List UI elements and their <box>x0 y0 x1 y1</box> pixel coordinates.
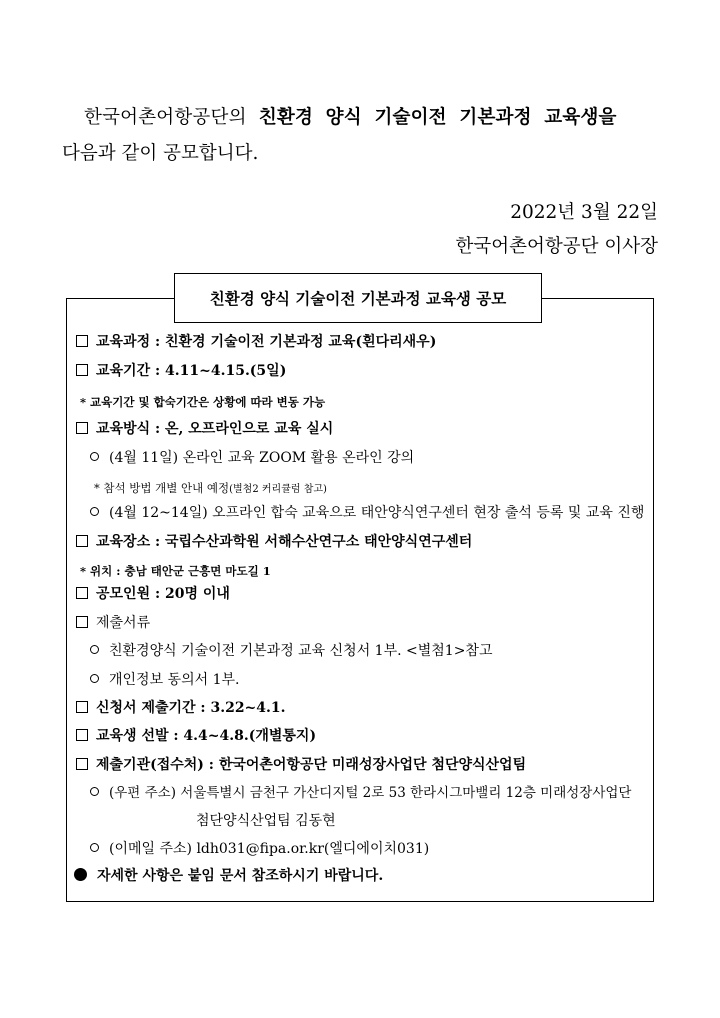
email-address: (이메일 주소) ldh031@fipa.or.kr(엘디에이치031) <box>90 840 429 858</box>
circle-bullet-icon <box>90 787 99 796</box>
method-online: (4월 11일) 온라인 교육 ZOOM 활용 온라인 강의 <box>90 449 414 467</box>
postal-address: (우편 주소) 서울특별시 금천구 가산디지털 2로 53 한라시그마밸리 12층 미래성장사업단 <box>90 784 631 802</box>
item-apply-period: 신청서 제출기간 : 3.22~4.1. <box>76 699 286 717</box>
circle-bullet-icon <box>90 843 99 852</box>
item-period: 교육기간 : 4.11~4.15.(5일) <box>76 362 286 380</box>
item-docs: 제출서류 <box>76 614 150 632</box>
item-course: 교육과정 : 친환경 기술이전 기본과정 교육(흰다리새우) <box>76 333 436 351</box>
checkbox-icon <box>76 616 88 628</box>
circle-bullet-icon <box>90 452 99 461</box>
place-note: * 위치 : 충남 태안군 근흥면 마도길 1 <box>80 564 271 578</box>
doc-1: 친환경양식 기술이전 기본과정 교육 신청서 1부. <별첨1>참고 <box>90 642 492 660</box>
circle-bullet-icon <box>90 507 99 516</box>
item-place: 교육장소 : 국립수산과학원 서해수산연구소 태안양식연구센터 <box>76 533 472 551</box>
intro-paragraph <box>62 100 662 172</box>
signature-block <box>456 196 658 264</box>
postal-address-team: 첨단양식산업팀 김동현 <box>196 813 336 829</box>
filled-circle-icon <box>74 868 87 881</box>
intro-org: 한국어촌어항공단의 <box>84 107 247 128</box>
checkbox-icon <box>76 758 88 770</box>
period-note: * 교육기간 및 합숙기간은 상황에 따라 변동 가능 <box>80 395 326 409</box>
item-selection: 교육생 선발 : 4.4~4.8.(개별통지) <box>76 727 316 745</box>
notice-title: 친환경 양식 기술이전 기본과정 교육생 공모 <box>174 273 542 323</box>
issue-date: 2022년 3월 22일 <box>510 202 658 223</box>
signer: 한국어촌어항공단 이사장 <box>455 236 658 257</box>
circle-bullet-icon <box>90 674 99 683</box>
checkbox-icon <box>76 701 88 713</box>
checkbox-icon <box>76 364 88 376</box>
item-agency: 제출기관(접수처) : 한국어촌어항공단 미래성장사업단 첨단양식산업팀 <box>76 756 526 774</box>
circle-bullet-icon <box>90 645 99 654</box>
checkbox-icon <box>76 535 88 547</box>
closing-note: 자세한 사항은 붙임 문서 참조하시기 바랍니다. <box>74 867 383 885</box>
intro-line-1 <box>62 100 662 136</box>
checkbox-icon <box>76 587 88 599</box>
online-note: * 참석 방법 개별 안내 예정(별첨2 커리큘럼 참고) <box>94 481 327 495</box>
doc-2: 개인정보 동의서 1부. <box>90 671 239 689</box>
item-method: 교육방식 : 온, 오프라인으로 교육 실시 <box>76 420 333 438</box>
checkbox-icon <box>76 422 88 434</box>
intro-course: 친환경 양식 기술이전 기본과정 교육생을 <box>258 107 617 128</box>
checkbox-icon <box>76 729 88 741</box>
method-offline: (4월 12~14일) 오프라인 합숙 교육으로 태안양식연구센터 현장 출석 등록 및 교육 진행 <box>90 504 644 522</box>
checkbox-icon <box>76 335 88 347</box>
intro-line-2: 다음과 같이 공모합니다. <box>62 143 259 164</box>
item-recruits: 공모인원 : 20명 이내 <box>76 585 230 603</box>
